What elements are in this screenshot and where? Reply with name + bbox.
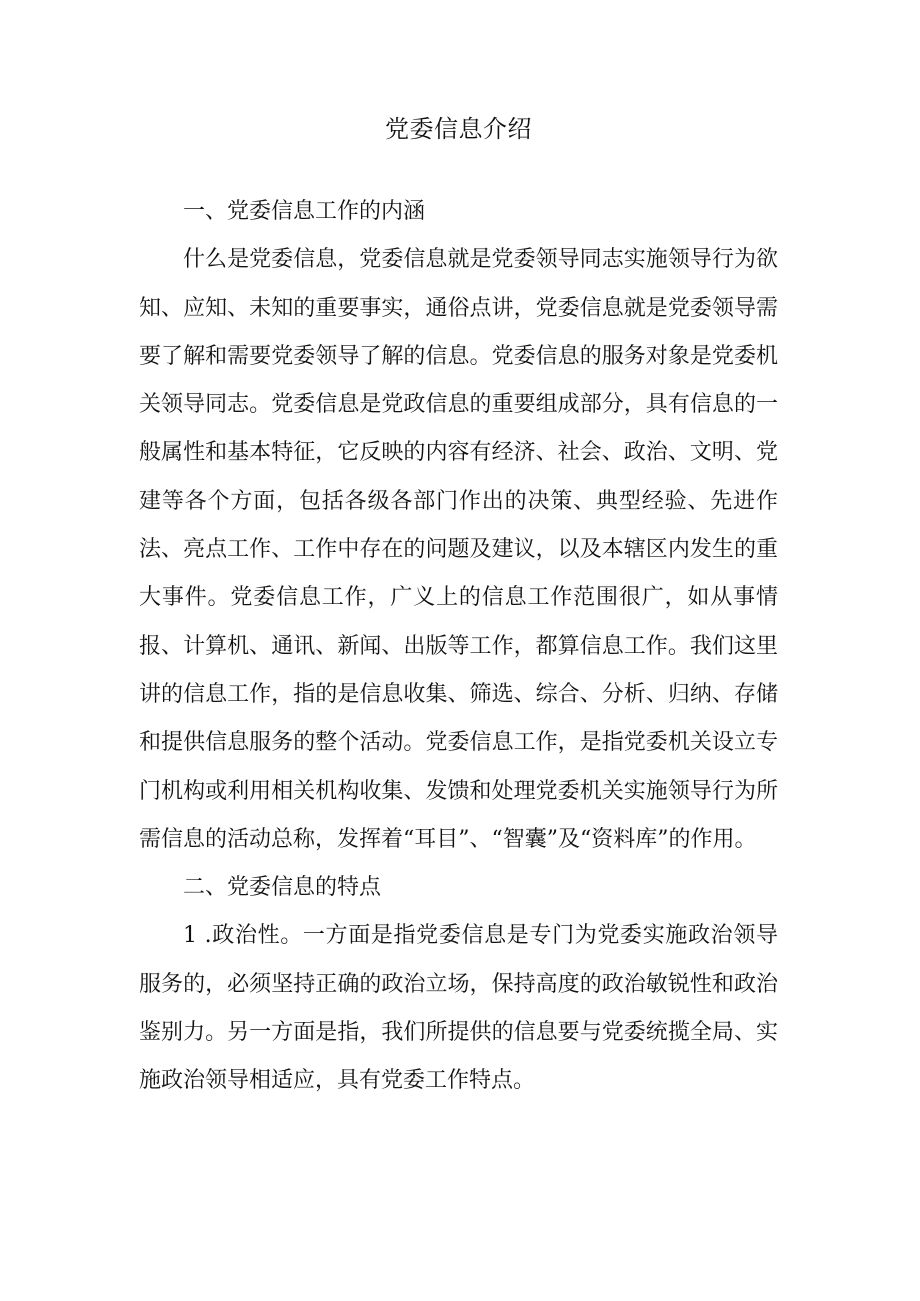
section-features <box>139 864 778 1105</box>
document-title: 党委信息介绍 <box>385 115 532 143</box>
section-heading: 一、党委信息工作的内涵 <box>183 199 426 224</box>
body-paragraph: 1 .政治性。一方面是指党委信息是专门为党委实施政治领导服务的，必须坚持正确的政治立场，保持高度的政治敏锐性和政治鉴别力。另一方面是指，我们所提供的信息要与党委统揽全局、实施政治领导相适应，具有党委工作特点。 <box>139 923 778 1094</box>
section-connotation <box>139 188 778 864</box>
body-paragraph: 什么是党委信息，党委信息就是党委领导同志实施领导行为欲知、应知、未知的重要事实，通俗点讲，党委信息就是党委领导需要了解和需要党委领导了解的信息。党委信息的服务对象是党委机关领导同志。党委信息是党政信息的重要组成部分，具有信息的一般属性和基本特征，它反映的内容有经济、社会、政治、文明、党建等各个方面，包括各级各部门作出的决策、典型经验、先进作法、亮点工作、工作中存在的问题及建议，以及本辖区内发生的重大事件。党委信息工作，广义上的信息工作范围很广，如从事情报、计算机、通讯、新闻、出版等工作，都算信息工作。我们这里讲的信息工作，指的是信息收集、筛选、综合、分析、归纳、存储和提供信息服务的整个活动。党委信息工作，是指党委机关设立专门机构或利用相关机构收集、发馈和处理党委机关实施领导行为所需信息的活动总称，发挥着“耳目”、“智囊”及“资料库”的作用。 <box>139 247 778 852</box>
section-heading: 二、党委信息的特点 <box>183 875 382 901</box>
